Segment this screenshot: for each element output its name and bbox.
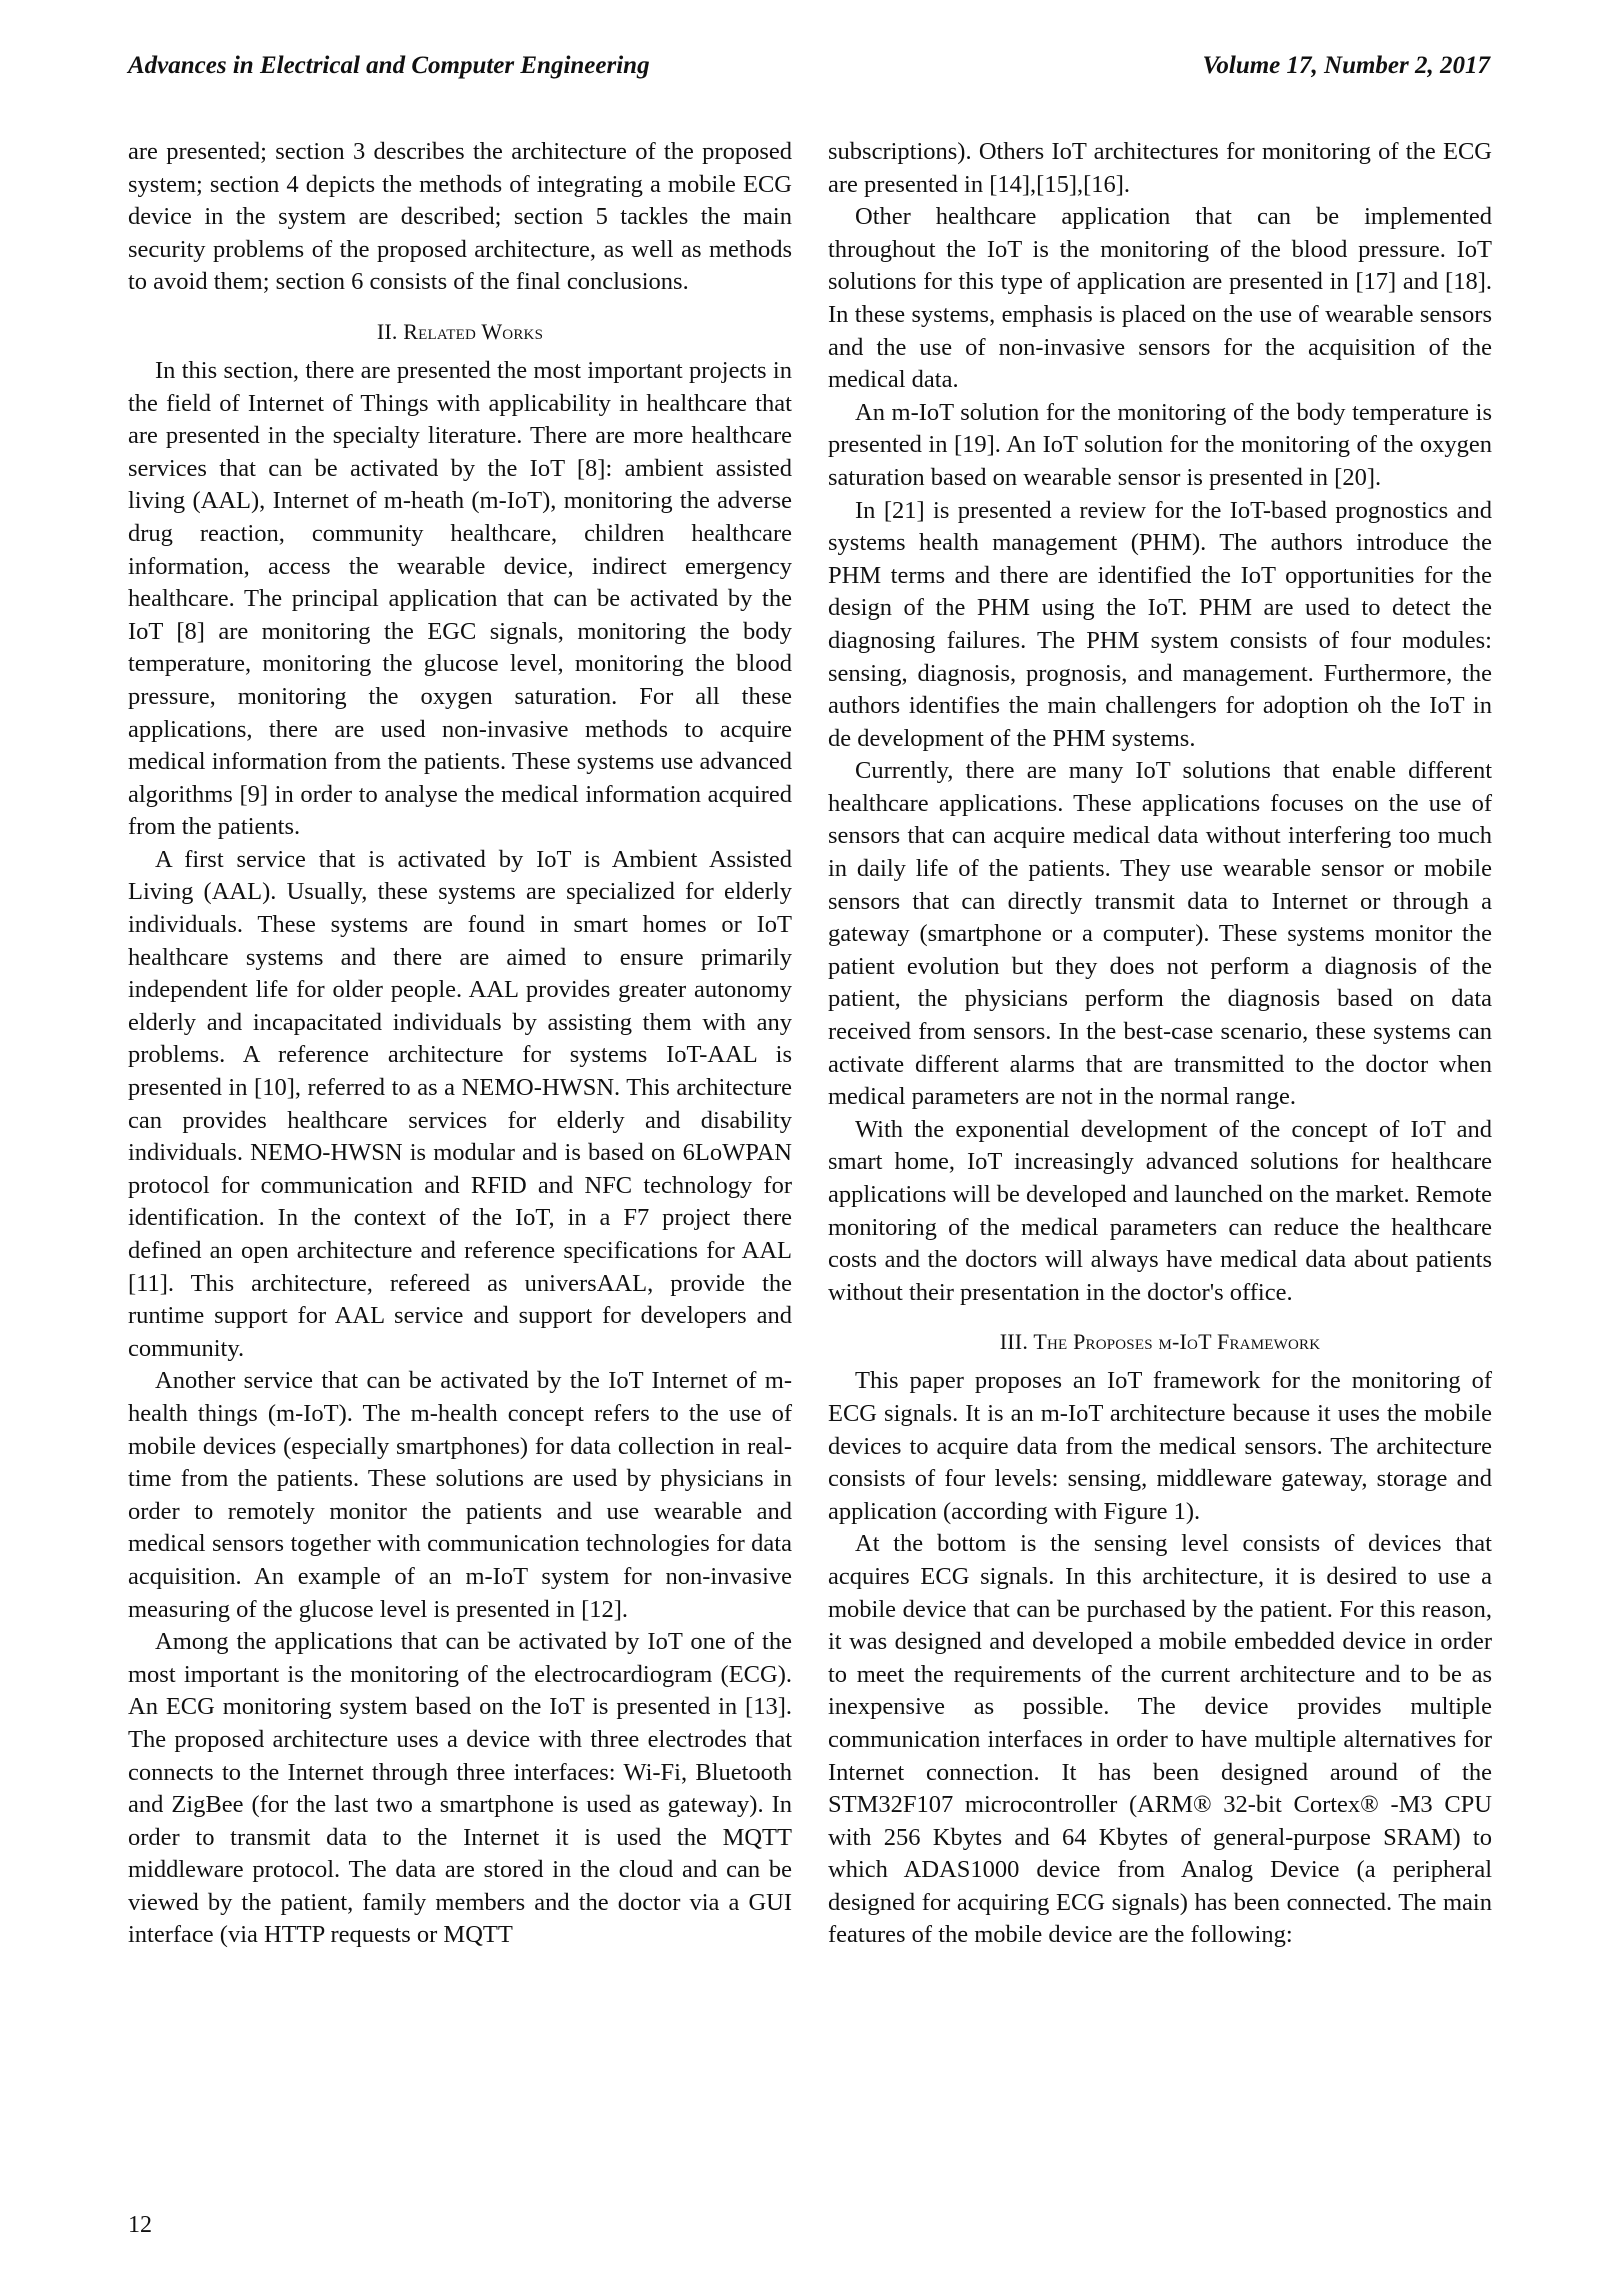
section-heading-related-works: II. Related Works: [376, 318, 544, 344]
paragraph: With the exponential development of the concept of IoT and smart home, IoT increasingly advanced solutions for healthcare applications will be developed and launched on the market. Remote monitoring of the medical parameters can reduce the healthcare costs and the doctors will always have medical data about patients without their presentation in the doctor's office.: [828, 1115, 1493, 1306]
paragraph: In [21] is presented a review for the IoT-based prognostics and systems health management (PHM). The authors introduce the PHM terms and there are identified the IoT opportunities for the design of the PHM using the IoT. PHM are used to detect the diagnosing failures. The PHM system consists of four modules: sensing, diagnosis, prognosis, and management. Furthermore, the authors identifies the main challengers for adoption oh the IoT in de development of the PHM systems.: [828, 496, 1492, 752]
paragraph: In this section, there are presented the most important projects in the field of Internet of Things with applicability in healthcare that are presented in the specialty literature. There are more healthcare services that can be activated by the IoT [8]: ambient assisted living (AAL), Internet of m-heath (m-IoT), monitoring the adverse drug reaction, community healthcare, children healthcare information, access the wearable device, indirect emergency healthcare. The principal application that can be activated by the IoT [8] are monitoring the EGC signals, monitoring the body temperature, monitoring the glucose level, monitoring the blood pressure, monitoring the oxygen saturation. For all these applications, there are used non-invasive methods to acquire medical information from the patients. These systems use advanced algorithms [9] in order to analyse the medical information acquired from the patients.: [128, 356, 792, 841]
page-number: 12: [128, 2212, 152, 2238]
journal-title: Advances in Electrical and Computer Engineering: [128, 52, 650, 79]
right-column: [828, 136, 1492, 1952]
paragraph: Currently, there are many IoT solutions that enable different healthcare applications. These applications focuses on the use of sensors that can acquire medical data without interfering too much in daily life of the patients. They use wearable sensor or mobile sensors that can directly transmit data to Internet or through a gateway (smartphone or a computer). These systems monitor the patient evolution but they does not perform a diagnosis of the patient, the physicians perform the diagnosis based on data received from sensors. In the best-case scenario, these systems can activate different alarms that are transmitted to the doctor when medical parameters are not in the normal range.: [828, 757, 1492, 1111]
paragraph: At the bottom is the sensing level consists of devices that acquires ECG signals. In this architecture, it is desired to use a mobile device that can be purchased by the patient. For this reason, it was designed and developed a mobile embedded device in order to meet the requirements of the current architecture and to be as inexpensive as possible. The device provides multiple communication interfaces in order to have multiple alternatives for Internet connection. It has been designed around of the STM32F107 microcontroller (ARM® 32-bit Cortex® -M3 CPU with 256 Kbytes and 64 Kbytes of general-purpose SRAM) to which ADAS1000 device from Analog Device (a peripheral designed for acquiring ECG signals) has been connected. The main features of the mobile device are the following:: [828, 1530, 1492, 1949]
paragraph: An m-IoT solution for the monitoring of the body temperature is presented in [19]. An IoT solution for the monitoring of the oxygen saturation based on wearable sensor is presented in [20].: [828, 398, 1492, 491]
paragraph: This paper proposes an IoT framework for the monitoring of ECG signals. It is an m-IoT architecture because it uses the mobile devices to acquire data from the medical sensors. The architecture consists of four levels: sensing, middleware gateway, storage and application (according with Figure 1).: [828, 1367, 1492, 1525]
left-column: [128, 136, 792, 1952]
paragraph: A first service that is activated by IoT is Ambient Assisted Living (AAL). Usually, these systems are specialized for elderly individuals. These systems are found in smart homes or IoT healthcare systems and there are aimed to ensure primarily independent life for older people. AAL provides greater autonomy elderly and incapacitated individuals by assisting them with any problems. A reference architecture for systems IoT-AAL is presented in [10], referred to as a NEMO-HWSN. This architecture can provides healthcare services for elderly and disability individuals. NEMO-HWSN is modular and is based on 6LoWPAN protocol for communication and RFID and NFC technology for identification. In the context of the IoT, in a F7 project there defined an open architecture and reference specifications for AAL [11]. This architecture, refereed as universAAL, provide the runtime support for AAL service and support for developers and community.: [128, 845, 792, 1362]
volume-info: Volume 17, Number 2, 2017: [1202, 52, 1490, 79]
paragraph: Another service that can be activated by the IoT Internet of m-health things (m-IoT). The m-health concept refers to the use of mobile devices (especially smartphones) for data collection in real-time from the patients. These solutions are used by physicians in order to remotely monitor the patients and use wearable and medical sensors together with communication technologies for data acquisition. An example of an m-IoT system for non-invasive measuring of the glucose level is presented in [12].: [128, 1367, 792, 1623]
section-heading-framework: III. The Proposes m-IoT Framework: [999, 1329, 1321, 1355]
paragraph: are presented; section 3 describes the architecture of the proposed system; section 4 depicts the methods of integrating a mobile ECG device in the system are described; section 5 tackles the main security problems of the proposed architecture, as well as methods to avoid them; section 6 consists of the final conclusions.: [128, 138, 792, 296]
paragraph: Other healthcare application that can be implemented throughout the IoT is the monitoring of the blood pressure. IoT solutions for this type of application are presented in [17] and [18]. In these systems, emphasis is placed on the use of wearable sensors and the use of non-invasive sensors for the acquisition of the medical data.: [828, 203, 1492, 394]
paragraph: Among the applications that can be activated by IoT one of the most important is the monitoring of the electrocardiogram (ECG). An ECG monitoring system based on the IoT is presented in [13]. The proposed architecture uses a device with three electrodes that connects to the Internet through three interfaces: Wi-Fi, Bluetooth and ZigBee (for the last two a smartphone is used as gateway). In order to transmit data to the Internet it is used the MQTT middleware protocol. The data are stored in the cloud and can be viewed by the patient, family members and the doctor via a GUI interface (via HTTP requests or MQTT: [128, 1628, 792, 1949]
running-header: [128, 52, 1490, 80]
paragraph: subscriptions). Others IoT architectures for monitoring of the ECG are presented in [14],[15],[16].: [828, 138, 1492, 198]
